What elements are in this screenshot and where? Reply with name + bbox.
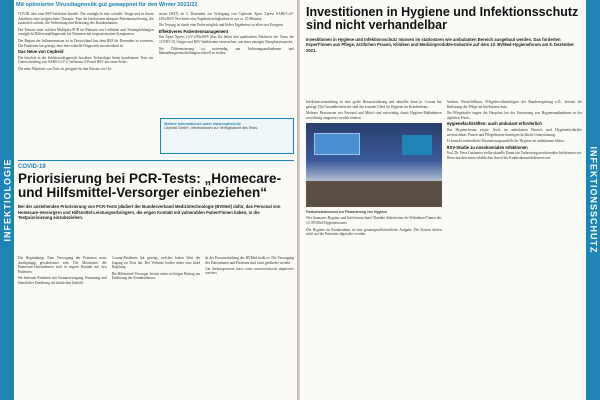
paragraph: Es braucht verbindliche Finanzierungsmodelle für Hygiene im ambulanten Sektor. <box>446 139 565 144</box>
paragraph: Wer finanziert Hygiene und Infektionsschutz? Darüber diskutierten die Teilnehmer*innen des 10. BVMed-Hygieneforums. <box>306 216 442 225</box>
paragraph: Der Beginn der Influenzasaison ist in Deutschland laut dem RKI für Dezember zu erwarten. Die Pandemie hat gezeigt, dass eine schnelle Diagnostik entscheidend ist. <box>18 38 154 48</box>
paragraph: Sie betreuen Patienten mit Stomaversorgung, Beatmung und künstlicher Ernährung im häuslichen Umfeld. <box>18 276 107 285</box>
info-box-title: Weitere Informationen unter www.cepheid.de <box>164 122 241 126</box>
paragraph: COVID oder eine RSV-Infektion handelt. Das ermöglicht eine schnelle Triage und in ihrem Anschluss eine zielgerichtete Therapie. Eine die Infektionen adäquate Patientenisolierung, die zusätzlich schützt, die Verbreitung und Belastung des Krankenhauses. <box>18 12 154 26</box>
body-col-2 <box>447 100 583 396</box>
paragraph: Corona-Pandemie hat gezeigt, welches hohen Wert der Zugang zu Tests hat. Der Verband fordert daher eine klare Regelung. <box>111 256 201 270</box>
article-header <box>306 6 582 53</box>
article-header <box>18 164 294 220</box>
forum-photo <box>306 123 442 207</box>
paragraph: Prof. Dr. Petra Gastmeier stellte aktuelle Daten zur Verbreitung nosokomialer Infektionen vor. Diese machen einen erheblichen Anteil der Krankenhausinfektionen aus. <box>446 151 582 160</box>
paragraph: Andreas Westerfellhaus, Pflegebevollmächtigter der Bundesregierung a.D., betonte die Bedeutung der Pflege im Infektionsschutz. <box>446 100 582 109</box>
left-page <box>0 0 298 400</box>
info-box <box>160 118 294 154</box>
paragraph: Die neue Plattform von Tests ist geeignet für den Einsatz vor Ort. <box>18 66 113 71</box>
paragraph: Die Testung ist durch eine Probe möglich und liefert Ergebnisse zu allen vier Erregern. <box>158 23 284 28</box>
paragraph: lassen (RAT) ab 3. Dezember zur Verfügung von Cepheids Xpert Xpress SARS-CoV-2/Flu/RSV Test bietet eine Ergebnisverfügbarkeit in nur ca. 25 Minuten. <box>158 12 294 21</box>
right-page <box>300 0 600 400</box>
stage-image <box>306 181 442 207</box>
running-head: Mit optimierter Virusdiagnostik gut gewappnet für den Winter 2021/22 <box>16 2 198 8</box>
paragraph: Die Pflegekräfte tragen die Hauptlast bei der Umsetzung von Hygienemaßnahmen in der täglichen Praxis. <box>446 111 582 120</box>
side-tab-infektiologie <box>0 0 14 400</box>
paragraph: Die Hilfsmittel-Versorger leisten einen wichtigen Beitrag zur Entlastung der Krankenhäuser. <box>111 271 201 281</box>
paragraph: Das Hygieneforum zeigte: Auch im ambulanten Bereich sind Hygienefachkräfte unverzichtbar. Praxen und Pflegedienste benötigen fachliche Unterstützung. <box>446 127 582 137</box>
subheading: Hygienefachkräften: auch ambulant erforderlich <box>446 121 542 127</box>
paragraph: Infektionsvermeidung ist eine große Herausforderung und aktueller denn je. Corona hat gezeigt: Die Gesundheitsberufe sind das zentrale Glied für Hygiene im Krankenhaus. <box>306 100 442 109</box>
lower-col-1 <box>18 256 107 396</box>
paragraph: Die kürzlich in der Infektionsdiagnostik bewährte Technologie bietet kombinierte Tests zur Unterscheidung von SARS-CoV-2, Influenza A/B und RSV aus einer Probe. <box>18 55 154 65</box>
info-box-text: Cepheid GmbH, Informationen zur Verfügbarkeit des Tests. <box>164 126 259 131</box>
paragraph: Das Xpert Xpress CoV-2/Flu/RSV plus Kit liefert den qualitativen Nachweis der Viren, die COVID-19, Grippe und RSV-Infektionen verursachen, aus einer einzigen Nasopharynxprobe. <box>158 35 294 44</box>
upper-col-1 <box>18 12 154 152</box>
paragraph: Mehrere Ressourcen wie Personal und Mittel sind notwendig, damit Hygiene-Maßnahmen zuverlässig umgesetzt werden können. <box>306 111 442 120</box>
article-lead: Bei der anstehenden Priorisierung von PCR-Tests plädiert der Bundesverband Medizintechnologie (BVMed) dafür, das Personal von Homecare-Versorgern und Hilfsmittel-Leistungserbringern, die engen Kontakt mit vulnerablen Patient*innen haben, in die Testpriorisierung einzubeziehen. <box>18 204 281 220</box>
article-note: Die Stellungnahme kann unter www.bvmed.de abgerufen werden. <box>205 267 295 276</box>
paragraph: In der Pressemitteilung des BVMed heißt es: Die Versorgung der Patientinnen und Patienten darf nicht gefährdet werden. <box>205 256 295 265</box>
kicker: COVID-19 <box>18 164 46 170</box>
paragraph: Die Hygiene im Krankenhaus ist eine gesamtgesellschaftliche Aufgabe. Die Kosten dürfen nicht auf die Patienten abgewälzt werden. <box>306 227 442 237</box>
side-tab-infektionsschutz <box>586 0 600 400</box>
banner-image <box>402 135 432 155</box>
side-tab-label: INFEKTIOLOGIE <box>2 158 13 242</box>
paragraph: Die Begründung: Eine Versorgung der Patienten muss durchgängig gewährleistet sein. Die Mitarbeiter der Homecare-Unternehmen sind in engem Kontakt mit den Patienten. <box>18 256 107 274</box>
subheading: Effektiveres Patientenmanagement <box>158 28 229 34</box>
article-body <box>306 100 582 396</box>
subheading: Das Neue von Cepheid <box>18 49 64 55</box>
screen-image <box>314 133 360 155</box>
lower-col-2 <box>112 256 201 396</box>
article-headline: Priorisierung bei PCR-Tests: „Homecare- und Hilfsmittel-Versorger einbeziehen“ <box>18 171 282 201</box>
paragraph: Der Einsatz einer solchen Multiplex-PCR im Rahmen von Leitlinien und Testempfehlungen ermöglicht Differentialdiagnostik bei Patienten mit respiratorischen Symptomen. <box>18 27 154 37</box>
side-tab-label: INFEKTIONSSCHUTZ <box>588 146 598 254</box>
subheading: RSV-Studie zu nosokomialen Infektionen <box>446 144 528 150</box>
lower-article <box>18 256 294 396</box>
article-headline: Investitionen in Hygiene und Infektionsschutz sind nicht verhandelbar <box>306 5 579 33</box>
body-col-1 <box>306 100 442 396</box>
paragraph: Die Differenzierung ist notwendig, um Isolierungsmaßnahmen und Behandlungsentscheidungen schnell zu treffen. <box>158 46 294 56</box>
photo-caption: Podiumsdiskussion zur Finanzierung von Hygiene <box>306 210 388 215</box>
section-divider <box>18 160 294 161</box>
lower-col-3 <box>205 256 294 396</box>
article-lead: Investitionen in Hygiene und Infektionsschutz müssen im stationären wie ambulanten Bereich ausgebaut werden. Das forderten Expert*innen aus Pflege, ärztlichen Praxen, Kliniken und Medizinprodukte-Industrie auf dem 10. BVMed-Hygieneforum am 8. Dezember 2021. <box>306 37 575 53</box>
